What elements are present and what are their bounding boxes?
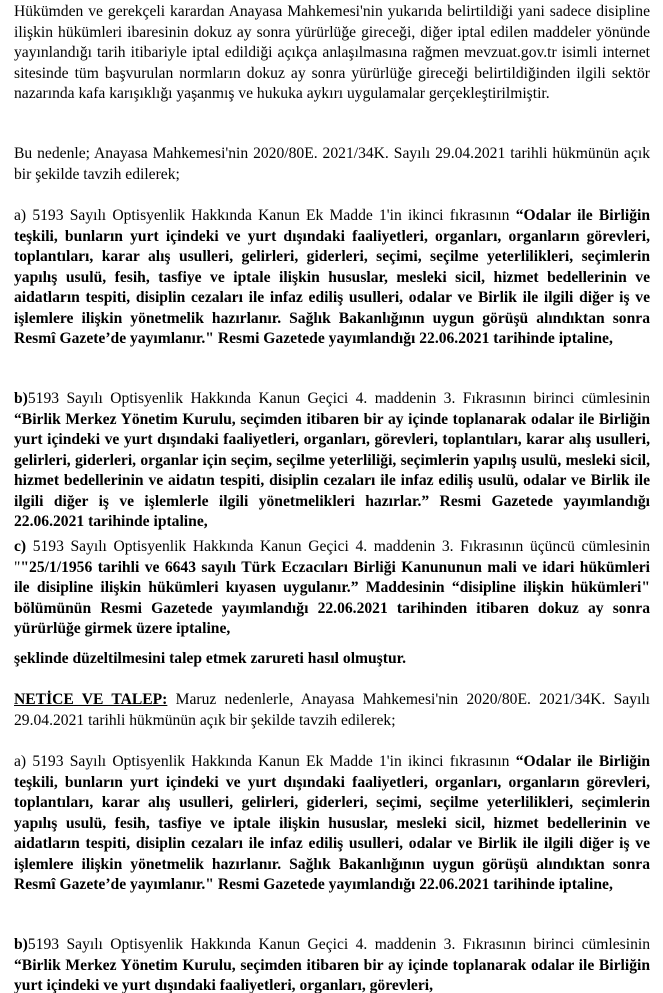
item-a-second <box>14 752 650 896</box>
item-b-second <box>14 935 650 993</box>
netice-heading: NETİCE VE TALEP: <box>14 691 168 708</box>
paragraph-conclusion: şeklinde düzeltilmesini talep etmek zarureti hasıl olmuştur. <box>14 650 407 667</box>
item-a-first-quote: “Odalar ile Birliğin teşkili, bunların yurt içindeki ve yurt dışındaki faaliyetleri, organları, organların görevleri, toplantıları, karar alış usulleri, gelirleri, giderleri, seçimi, seçilme yeterlilikleri, seçimlerin yapılış usulü, fesih, tasfiye ve iptale ilişkin hususlar, mesleki sicil, hizmet bedellerinin ve aidatların tespiti, disiplin cezaları ile infaz ediliş usulleri, odalar ve Birlik ile ilgili diğer iş ve işlemlere ilişkin yönetmelik hazırlanır. Sağlık Bakanlığının uygun görüşü alındıktan sonra Resmî Gazete’de yayımlanır." Resmi Gazetede yayımlandığı 22.06.2021 tarihinde iptaline, <box>14 207 650 347</box>
netice-paragraph <box>14 690 650 731</box>
paragraph-therefore: Bu nedenle; Anayasa Mahkemesi'nin 2020/80E. 2021/34K. Sayılı 29.04.2021 tarihli hükmünün açık bir şekilde tavzih edilerek; <box>14 145 650 183</box>
item-a-first-intro: a) 5193 Sayılı Optisyenlik Hakkında Kanun Ek Madde 1'in ikinci fıkrasının <box>14 207 516 224</box>
item-a-second-quote: “Odalar ile Birliğin teşkili, bunların yurt içindeki ve yurt dışındaki faaliyetleri, organları, organların görevleri, toplantıları, karar alış usulleri, gelirleri, giderleri, seçimi, seçilme yeterlilikleri, seçimlerin yapılış usulü, fesih, tasfiye ve iptale ilişkin hususlar, mesleki sicil, hizmet bedellerinin ve aidatların tespiti, disiplin cezaları ile infaz ediliş usulleri, odalar ve Birlik ile ilgili diğer iş ve işlemlere ilişkin yönetmelik hazırlanır. Sağlık Bakanlığının uygun görüşü alındıktan sonra Resmî Gazete’de yayımlanır." Resmi Gazetede yayımlandığı 22.06.2021 tarihinde iptaline, <box>14 753 650 893</box>
paragraph-intro: Hükümden ve gerekçeli karardan Anayasa Mahkemesi'nin yukarıda belirtildiği yani sadece disipline ilişkin hükümleri ibaresinin dokuz ay sonra yürürlüğe gireceği, diğer iptal edilen maddeler yönünde yayınlandığı tarih itibariyle iptal edildiği açıkça anlaşılmasına rağmen mevzuat.gov.tr isimli internet sitesinde tüm başvurulan normların dokuz ay sonra yürürlüğe gireceği belirtildiğinden ilgili sektör nazarında kafa karışıklığı yaşanmış ve hukuka aykırı uygulamalar gerçekleştirilmiştir. <box>14 3 650 102</box>
item-b-second-letter: b) <box>14 936 28 953</box>
netice-text: Maruz nedenlerle, Anayasa Mahkemesi'nin 2020/80E. 2021/34K. Sayılı 29.04.2021 tarihli hükmünün açık bir şekilde tavzih edilerek; <box>14 691 650 729</box>
item-b-first-letter: b) <box>14 390 28 407</box>
item-c-intro: 5193 Sayılı Optisyenlik Hakkında Kanun Geçici 4. maddenin 3. Fıkrasının üçüncü cümlesinin " <box>14 538 650 576</box>
item-a-second-intro: a) 5193 Sayılı Optisyenlik Hakkında Kanun Ek Madde 1'in ikinci fıkrasının <box>14 753 516 770</box>
item-b-second-intro: 5193 Sayılı Optisyenlik Hakkında Kanun Geçici 4. maddenin 3. Fıkrasının birinci cümlesinin <box>27 936 650 953</box>
item-a-first <box>14 206 650 350</box>
item-b-second-quote: “Birlik Merkez Yönetim Kurulu, seçimden itibaren bir ay içinde toplanarak odalar ile Birliğin yurt içindeki ve yurt dışındaki faaliyetleri, organları, görevleri, <box>14 956 650 993</box>
item-c <box>14 537 650 640</box>
item-b-first-intro: 5193 Sayılı Optisyenlik Hakkında Kanun Geçici 4. maddenin 3. Fıkrasının birinci cümlesinin <box>27 390 650 407</box>
item-c-quote: "25/1/1956 tarihli ve 6643 sayılı Türk Eczacıları Birliği Kanununun mali ve idari hükümleri ile disipline ilişkin hükümleri kıyasen uygulanır.” Maddesinin “disipline ilişkin hükümleri" bölümünün Resmi Gazetede yayımlandığı 22.06.2021 tarihinden itibaren dokuz ay sonra yürürlüğe girmek üzere iptaline, <box>14 558 650 637</box>
item-c-letter: c) <box>14 538 27 555</box>
item-b-first-quote: “Birlik Merkez Yönetim Kurulu, seçimden itibaren bir ay içinde toplanarak odalar ile Birliğin yurt içindeki ve yurt dışındaki faaliyetleri, organları, görevleri, toplantıları, karar alış usulleri, gelirleri, giderleri, organlar için seçim, seçilme yeterliliği, seçimlerin yapılış usulü, mesleki sicil, hizmet bedellerinin ve aidatın tespiti, disiplin cezaları ile infaz ediliş usulü, odalar ve Birlik ile ilgili diğer iş ve işlemlerle ilgili yönetmelikleri hazırlar.” Resmi Gazetede yayımlandığı 22.06.2021 tarihinde iptaline, <box>14 410 650 530</box>
item-b-first <box>14 389 650 533</box>
